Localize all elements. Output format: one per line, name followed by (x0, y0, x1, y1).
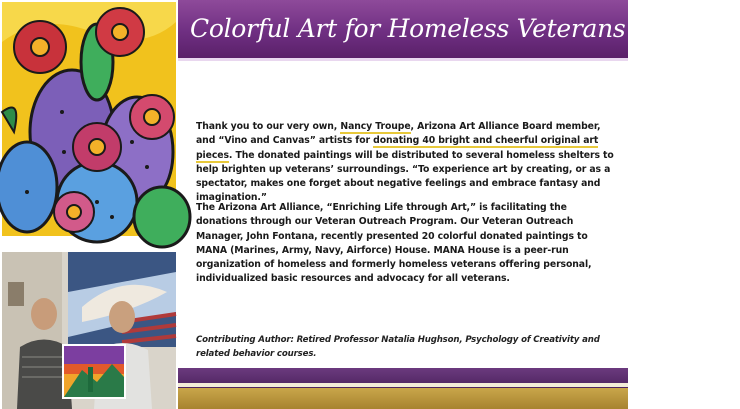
para1-intro: Thank you to our very own, (196, 121, 341, 132)
highlighted-name: Nancy Troupe (340, 121, 411, 132)
veterans-photo-art (2, 252, 176, 409)
footer-gold-band (178, 388, 628, 409)
contributing-author: Contributing Author: Retired Professor Natalia Hughson, Psychology of Creativity and related behavior courses. (196, 335, 600, 359)
para1-end: . The donated paintings will be distributed to several homeless shelters to help brighten up veterans’ surroundings. “To experience art by creating, or as a spectator, makes one forget about negative feelings and embrace fantasy and imagination.” (196, 149, 614, 204)
left-image-column (0, 0, 178, 409)
page-title: Colorful Art for Homeless Veterans Centers! (190, 14, 740, 43)
header-divider (178, 58, 628, 61)
cactus-painting-art (2, 2, 176, 236)
cactus-flower-painting (2, 2, 176, 236)
para1-middle: , Arizona Art Alliance Board member, and “Vino and Canvas” artists for (196, 121, 601, 147)
footer-divider (178, 383, 628, 387)
highlighted-donation: donating 40 bright and cheerful original art pieces (196, 135, 599, 161)
veterans-photo (2, 252, 176, 409)
article-paragraph-1 (196, 120, 620, 206)
header-banner (178, 0, 740, 58)
article-paragraph-2: The Arizona Art Alliance, “Enriching Life through Art,” is facilitating the donations through our Veteran Outreach Program. Our Veteran Outreach Manager, John Fontana, recently presented 20 colorful donated paintings to MANA (Marines, Army, Navy, Airforce) House. MANA House is a peer-run organization of homeless and formerly homeless veterans offering personal, individualized basic resources and advocacy for all veterans. (196, 202, 592, 285)
